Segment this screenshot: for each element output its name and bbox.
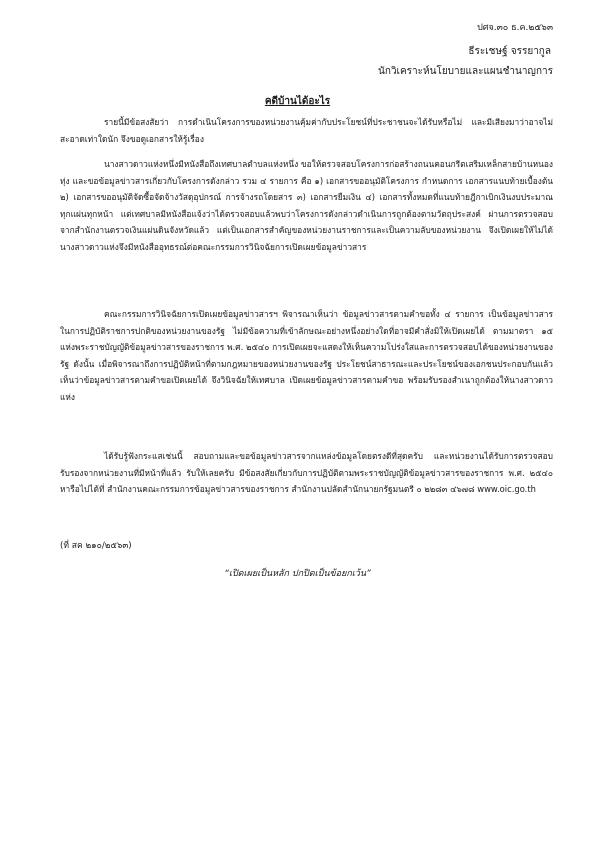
author-position: นักวิเคราะห์นโยบายและแผนชำนาญการ	[378, 66, 553, 77]
paragraph-ruling: คณะกรรมการวินิจฉัยการเปิดเผยข้อมูลข่าวสารฯ พิจารณาเห็นว่า ข้อมูลข่าวสารตามคำขอทั้ง ๔ รายการ เป็นข้อมูลข่าวสารในการปฏิบัติราชการปกติของหน่วยงานของรัฐ ไม่มีข้อความที่เข้าลักษณะอย่างหนึ่งอย่างใดที่อาจมีคำสั่งมิให้เปิดเผยได้ ตามมาตรา ๑๕ แห่งพระราชบัญญัติข้อมูลข่าวสารของราชการ พ.ศ. ๒๕๔๐ การเปิดเผยจะแสดงให้เห็นความโปร่งใสและการตรวจสอบได้ของหน่วยงานของรัฐ ดังนั้น เมื่อพิจารณาถึงการปฏิบัติหน้าที่ตามกฎหมายของหน่วยงานของรัฐ ประโยชน์สาธารณะและประโยชน์ของเอกชนประกอบกันแล้ว เห็นว่าข้อมูลข่าวสารตามคำขอเปิดเผยได้ จึงวินิจฉัยให้เทศบาล เปิดเผยข้อมูลข่าวสารตามคำขอ พร้อมรับรองสำเนาถูกต้องให้นางสาวดาวแห่ง	[60, 309, 553, 402]
paragraph-intro: รายนี้มีข้อสงสัยว่า การดำเนินโครงการของหน่วยงานคุ้มค่ากับประโยชน์ที่ประชาชนจะได้รับหรือไม่ และมีเสียงมาว่าอาจไม่สะอาดเท่าใดนัก จึงขอดูเอกสารให้รู้เรื่อง	[60, 117, 553, 144]
document-title: คดีบ้านได้อะไร	[264, 96, 331, 107]
paragraph-case: นางสาวดาวแห่งหนึ่งมีหนังสือถึงเทศบาลตำบลแห่งหนึ่ง ขอให้ตรวจสอบโครงการก่อสร้างถนนคอนกรีตเสริมเหล็กสายบ้านหนองทุ่ง และขอข้อมูลข่าวสารเกี่ยวกับโครงการดังกล่าว รวม ๔ รายการ คือ ๑) เอกสารขออนุมัติโครงการ กำหนดการ เอกสารแนบท้ายเบื้องต้น ๒) เอกสารขออนุมัติจัดซื้อจัดจ้างวัสดุอุปกรณ์ การจ้างรถโดยสาร ๓) เอกสารยืมเงิน ๔) เอกสารทั้งหมดที่แนบท้ายฎีกาเบิกเงินงบประมาณ ทุกแผ่นทุกหน้า แต่เทศบาลมีหนังสือแจ้งว่าได้ตรวจสอบแล้วพบว่าโครงการดังกล่าวดำเนินการถูกต้องตามวัตถุประสงค์ ผ่านการตรวจสอบจากสำนักงานตรวจเงินแผ่นดินจังหวัดแล้ว แต่เป็นเอกสารสำคัญของหน่วยงานราชการและเป็นความลับของหน่วยงาน จึงเปิดเผยให้ไม่ได้ นางสาวดาวแห่งจึงมีหนังสืออุทธรณ์ต่อคณะกรรมการวินิจฉัยการเปิดเผยข้อมูลข่าวสาร	[60, 159, 553, 252]
document-date: ปศจ.๓๐ ธ.ค.๒๕๖๓	[477, 23, 553, 33]
author-name: ธีระเชษฐ์ จรรยากูล	[468, 46, 551, 57]
paragraph-advice: ได้รับรู้ฟังกระแสเช่นนี้ สอบถามและขอข้อมูลข่าวสารจากแหล่งข้อมูลโดยตรงดีที่สุดครับ และหน่วยงานได้รับการตรวจสอบรับรองจากหน่วยงานที่มีหน้าที่แล้ว รับให้เลยครับ มีข้อสงสัยเกี่ยวกับการปฏิบัติตามพระราชบัญญัติข้อมูลข่าวสารของราชการ พ.ศ. ๒๕๔๐ หารือไปได้ที่ สำนักงานคณะกรรมการข้อมูลข่าวสารของราชการ สำนักงานปลัดสำนักนายกรัฐมนตรี ๐ ๒๒๘๓ ๔๖๗๘ www.oic.go.th	[60, 451, 553, 495]
closing-motto: “เปิดเผยเป็นหลัก ปกปิดเป็นข้อยกเว้น”	[224, 569, 371, 579]
case-reference: (ที่ สค ๒๑๐/๒๕๖๓)	[60, 541, 132, 551]
